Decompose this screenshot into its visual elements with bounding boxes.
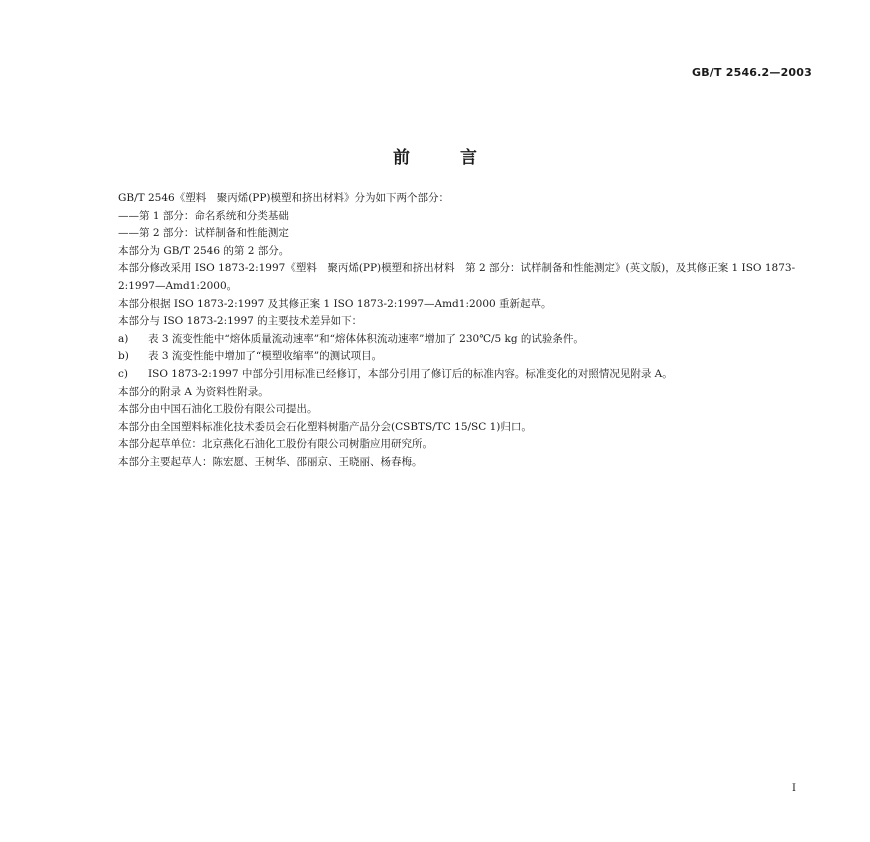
list-item-marker: a) [118, 332, 129, 345]
paragraph-committee: 本部分由全国塑料标准化技术委员会石化塑料树脂产品分会(CSBTS/TC 15/SC 1)归口。 [118, 420, 532, 433]
list-item [118, 366, 814, 384]
paragraph-proposer: 本部分由中国石油化工股份有限公司提出。 [118, 403, 318, 416]
list-item-text: ISO 1873-2:1997 中部分引用标准已经修订，本部分引用了修订后的标准内容。标准变化的对照情况见附录 A。 [148, 367, 673, 380]
list-item [118, 331, 814, 349]
paragraph-parts-intro: GB/T 2546《塑料 聚丙烯(PP)模塑和挤出材料》分为如下两个部分： [118, 192, 450, 204]
list-item-marker: b) [118, 350, 129, 363]
list-item-marker: c) [118, 367, 128, 380]
part-1-entry: ——第 1 部分：命名系统和分类基础 [118, 209, 289, 222]
foreword-body [118, 190, 814, 472]
list-item [118, 348, 814, 366]
paragraph-differences-intro: 本部分与 ISO 1873-2:1997 的主要技术差异如下： [118, 315, 363, 328]
page-title: 前言 [393, 148, 527, 168]
paragraph-redraft: 本部分根据 ISO 1873-2:1997 及其修正案 1 ISO 1873-2:1997—Amd1:2000 重新起草。 [118, 297, 552, 310]
paragraph-this-part: 本部分为 GB/T 2546 的第 2 部分。 [118, 244, 290, 257]
standard-number: GB/T 2546.2—2003 [691, 66, 812, 79]
page-number: I [792, 783, 796, 794]
paragraph-adoption: 本部分修改采用 ISO 1873-2:1997《塑料 聚丙烯(PP)模塑和挤出材料 第 2 部分：试样制备和性能测定》(英文版)，及其修正案 1 ISO 1873-2:1997—Amd1:2000。 [118, 262, 796, 292]
paragraph-annex: 本部分的附录 A 为资料性附录。 [118, 385, 269, 398]
part-2-entry: ——第 2 部分：试样制备和性能测定 [118, 227, 289, 240]
paragraph-drafters: 本部分主要起草人：陈宏愿、王树华、邵丽京、王晓丽、杨春梅。 [118, 455, 423, 468]
paragraph-drafting-unit: 本部分起草单位：北京燕化石油化工股份有限公司树脂应用研究所。 [118, 438, 433, 451]
list-item-text: 表 3 流变性能中“熔体质量流动速率”和“熔体体积流动速率”增加了 230℃/5 kg 的试验条件。 [148, 332, 584, 345]
list-item-text: 表 3 流变性能中增加了“模塑收缩率”的测试项目。 [148, 350, 383, 363]
